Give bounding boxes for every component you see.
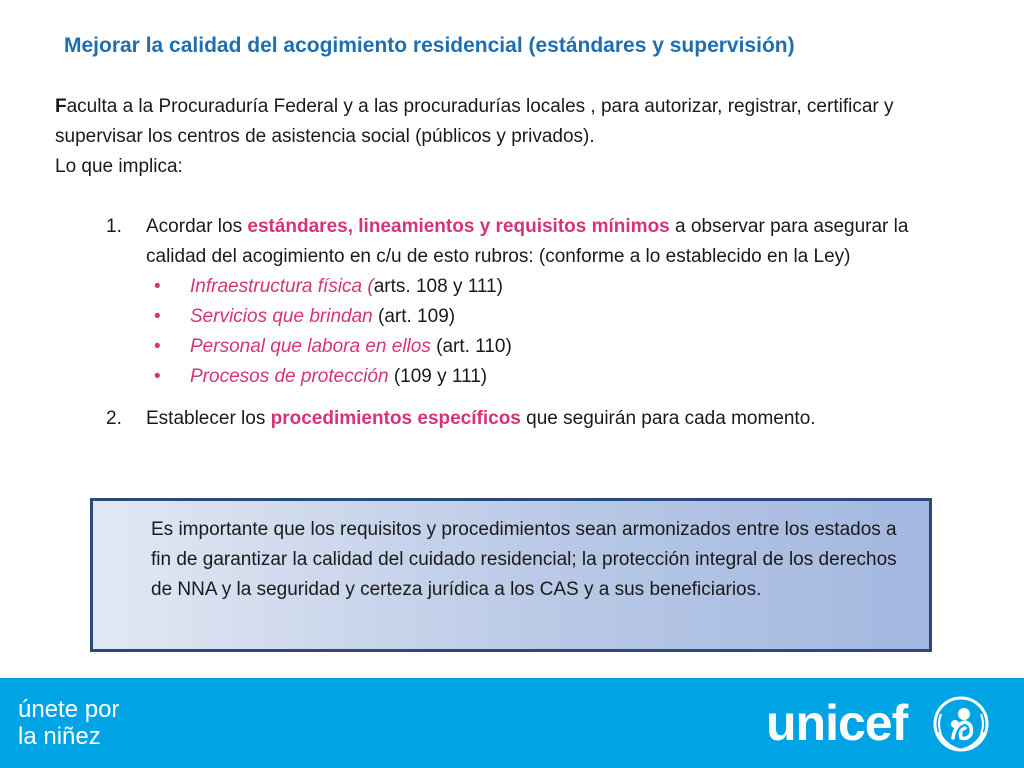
bullet-rest: arts. 108 y 111) bbox=[373, 276, 503, 297]
bullet-icon: • bbox=[154, 336, 161, 357]
numbered-list bbox=[106, 212, 946, 434]
bullet-icon: • bbox=[154, 276, 161, 297]
bullet-item bbox=[150, 362, 946, 392]
footer-slogan bbox=[18, 696, 119, 750]
intro-paragraph bbox=[55, 92, 985, 182]
unicef-logo-text: unicef bbox=[766, 695, 908, 751]
callout-text: Es importante que los requisitos y procedimientos sean armonizados entre los estados a fin de garantizar la calidad del cuidado residencial; la protección integral de los derechos de NNA y la seguridad y certeza jurídica a los CAS y a sus beneficiarios. bbox=[151, 519, 897, 600]
bullet-list bbox=[106, 272, 946, 392]
bullet-rest: (109 y 111) bbox=[388, 366, 488, 387]
unicef-emblem-icon bbox=[931, 694, 991, 754]
list-item-post: a observar para asegurar la calidad del acogimiento en c/u de esto rubros: (conforme a lo establecido en la Ley) bbox=[146, 216, 909, 267]
list-item-number: 1. bbox=[106, 216, 122, 237]
bullet-item bbox=[150, 332, 946, 362]
list-item-post: que seguirán para cada momento. bbox=[520, 408, 816, 429]
list-item-pre: Acordar los bbox=[146, 216, 248, 237]
list-item-pre: Establecer los bbox=[146, 408, 271, 429]
bullet-emphasis: Procesos de protección bbox=[190, 366, 389, 387]
slogan-line-1: únete por bbox=[18, 696, 120, 723]
bullet-rest: (art. 110) bbox=[430, 336, 512, 357]
intro-first-letter: F bbox=[55, 96, 67, 117]
list-item-2 bbox=[106, 404, 946, 434]
bullet-icon: • bbox=[154, 366, 161, 387]
bullet-item bbox=[150, 302, 946, 332]
slogan-line-2: la niñez bbox=[18, 723, 101, 750]
list-item-highlight: procedimientos específicos bbox=[270, 408, 521, 429]
footer-bar bbox=[0, 678, 1024, 768]
intro-implies: Lo que implica: bbox=[55, 156, 183, 177]
bullet-emphasis: Infraestructura física ( bbox=[190, 276, 374, 297]
bullet-icon: • bbox=[154, 306, 161, 327]
list-item-number: 2. bbox=[106, 408, 122, 429]
bullet-rest: (art. 109) bbox=[372, 306, 456, 327]
intro-text: aculta a la Procuraduría Federal y a las procuradurías locales , para autorizar, registrar, certificar y supervisar los centros de asistencia social (públicos y privados). bbox=[55, 96, 894, 147]
bullet-emphasis: Personal que labora en ellos bbox=[190, 336, 431, 357]
bullet-emphasis: Servicios que brindan bbox=[190, 306, 373, 327]
list-item-1 bbox=[106, 212, 946, 272]
list-item-highlight: estándares, lineamientos y requisitos mínimos bbox=[247, 216, 670, 237]
callout-box bbox=[90, 498, 932, 652]
bullet-item bbox=[150, 272, 946, 302]
page-title: Mejorar la calidad del acogimiento residencial (estándares y supervisión) bbox=[64, 34, 795, 57]
